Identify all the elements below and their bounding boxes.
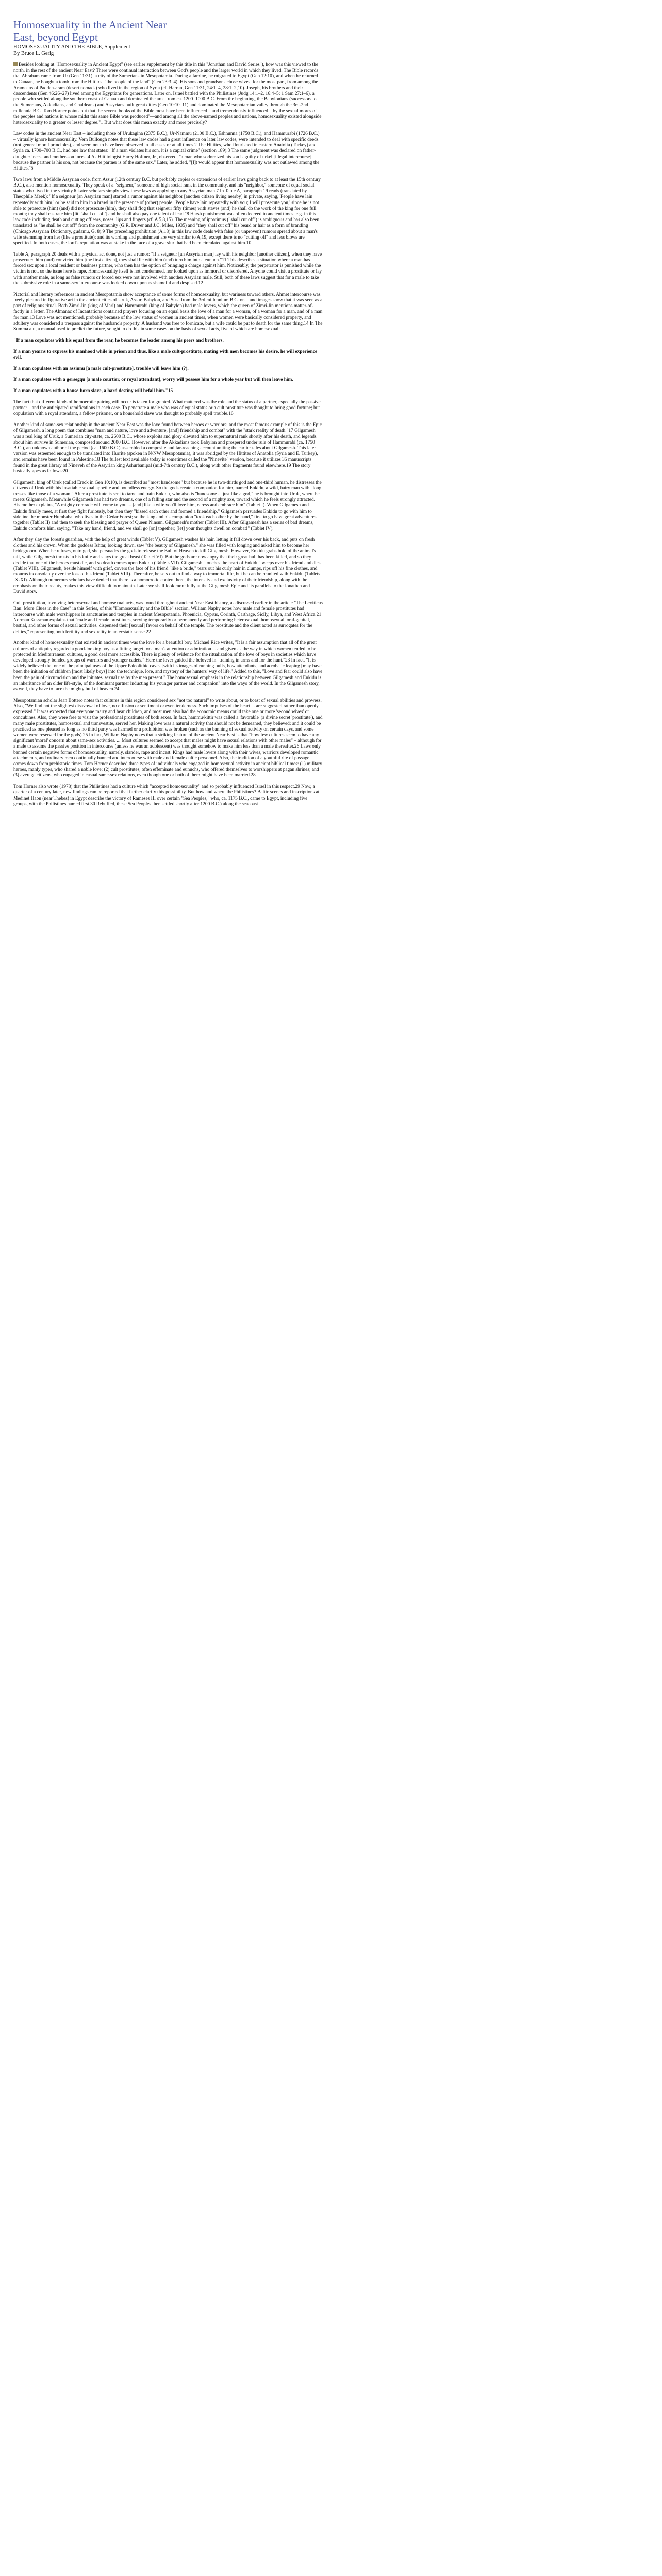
paragraph-cult-prostitution: Cult prostitution, involving heterosexual and homosexual acts, was found throughout ancient Near East history, as discussed earlier in the article "The Leviticus Ban: More Clues in the Case" in this Series, of this "Homosexuality and the Bible" section. William Naphy notes how male and female prostitutes had intercourse with male worshippers in sanctuaries and temples in ancient Mesopotamia, Phoenicia, Cyprus, Corinth, Carthage, Sicily, Libya, and West Africa.21 Norman Kussman explains that "male and female prostitutes, serving temporarily or permanently and performing heterosexual, homosexual, oral-genital, bestial, and other forms of sexual activities, dispensed their [sexual] favors on behalf of the temple. The prostitute and the client acted as surrogates for the deities," representing both fertility and sexuality in an ecstatic sense.22: [13, 600, 323, 635]
paragraph-law-codes: Law codes in the ancient Near East – including those of Urukagina (2375 B.C.), Ur-Nammu (2100 B.C.), Eshnunna (1750 B.C.), and Hammurabi (1726 B.C.) – virtually ignore homosexuality. Vern Bullough notes that these law codes had a great influence on later law codes, were intended to deal with specific deeds (not general moral principles), and seem not to have been observed in all cases or at all times.2 The Hittites, who flourished in eastern Anatolia (Turkey) and Syria ca. 1700–700 B.C., had one law that states: "If a man violates his son, it is a capital crime" (section 189).3 The same judgment was declared on father-daughter incest and mother-son incest.4 As Hittitologist Harry Hoffner, Jr., observed, "a man who sodomized his son is guilty of urkel [illegal intercourse] because the partner is his son, not because the partner is of the same sex." Later, he added, "[I]t would appear that homosexuality was not outlawed among the Hittites."5: [13, 131, 320, 172]
series-subhead: HOMOSEXUALITY AND THE BIBLE, Supplement: [13, 44, 130, 50]
paragraph-gilgamesh-intro: Another kind of same-sex relationship in the ancient Near East was the love found between heroes or warriors; and the most famous example of this is the Epic of Gilgamesh, a long poem that combines "man and nature, love and adventure, [and] friendship and combat" with the "stark reality of death."17 Gilgamesh was a real king of Uruk, a Sumerian city-state, ca. 2600 B.C., whose exploits and glory elevated him to supernatural rank shortly after his death, and legends about him survive in Sumerian, composed around 2000 B.C. However, after the Akkadians took Babylon and prospered under rule of Hammurabi (ca. 1750 B.C.), an unknown author of the period (ca. 1600 B.C.) assembled a composite and far-reaching account uniting the earlier tales about Gilgamesh. This later version was esteemed enough to be translated into Hurrite (spoken in N/NW Mesopotamia), it was abridged by the Hittites of Anatolia (Syria and E. Turkey), and remains have been found in Palestine.18 The fullest text available today is sometimes called the "Ninevite" version, because it utilizes 35 manuscripts found in the great library of Nineveh of the Assyrian king Ashurbanipal (mid-7th century B.C.), along with other fragments found elsewhere.19 The story basically goes as follows:20: [13, 422, 322, 474]
paragraph-intro: Besides looking at "Homosexuality in Ancient Egypt" (see earlier supplement by this title in this "Jonathan and David Series"), how was this viewed to the north, in the rest of the ancient Near East? There were continual interaction between God's people and the larger world in which they lived. The Bible records that Abraham came from Ur (Gen 11:31), a city of the Sumerians in Mesopotamia. During a famine, he migrated to Egypt (Gen 12:10), and when he returned to Canaan, he bought a tomb from the Hittites, "the people of the land" (Gen 23:3–4). His sons and grandsons chose wives, for the most part, from among the Arameans of Paddan-aram (desert nomads) who lived in the region of Syria (cf. Harran, Gen 11:31, 24:1–4, 28:1–2,10). Joseph, his brothers and their descendents (Gen 46:26–27) lived among the Egyptians for generations. Later on, Israel battled with the Philistines (Judg 14:1–2, 16:4–5; 1 Sam 27:1–6), a people who settled along the southern coast of Canaan and dominated the area from ca. 1200–1000 B.C. From the beginning, the Babylonians (successors to the Sumerians, Akkadians, and Chaldeans) and Assyrians built great cities (Gen 10:10–11) and dominated the Mesopotamian valley through the 3rd-2nd millennia B.C. Tom Horner points out that the several books of the Bible most have been influenced—and tremendously influenced—by the sexual mores of the peoples and nations in whose midst this same Bible was produced"—and among all the above-named peoples and nations, homosexuality existed alongside heterosexuality to a greater or lesser degree."1 But what does this mean exactly and more precisely?: [13, 62, 322, 126]
page-title: Homosexuality in the Ancient Near East, beyond Egypt: [13, 19, 167, 43]
omen-quote: "If a man copulates with his equal from the rear, he becomes the leader among his peers and brothers.: [13, 337, 224, 343]
paragraph-assyrian-laws: Two laws from a Middle Assyrian code, from Assur (12th century B.C. but probably copies or extensions of earlier laws going back to at least the 15th century B.C.), also mention homosexuality. They speak of a "seigneur," someone of high social rank in the community, and his "neighbor," someone of equal social status who lived in the vicinity.6 Later scholars simply view these laws as applying to any Assyrian man.7 In Table A, paragraph 19 reads (translated by Theophile Meek): "If a seigneur [an Assyrian man] started a rumor against his neighbor [another citizen living nearby] in private, saying, 'People have lain repeatedly with him,' or he said to him in a brawl in the presence of (other) people, 'People have lain repeatedly with you; I will prosecute you,' since he is not able to prosecute (him) (and) did not prosecute (him), they shall flog that seigneur fifty (times) with staves (and) he shall do the work of the king for one full month; they shall castrate him [lit. 'shall cut off'] and he shall also pay one talent of lead."8 Harsh punishment was often decreed in ancient times, e.g. in this law code including death and cutting off ears, noses, lips and fingers (cf. A 5,8,15). The meaning of ippatimus ("shall cut off") is ambiguous and has also been translated as "he shall be cut off" from the community (G.R. Driver and J.C. Miles, 1935) and "they shall cut off" his beard or hair as a form of branding (Chicago Assyrian Dictionary, gudamu, G, 8).9 The preceding prohibition (A,18) in this law code deals with false (or unproven) rumors spread about a man's wife stemming from her (like a prostitute); and its wording and punishment are very similar to A,19, except there is no "cutting off" and less blows are specified. In both cases, the lord's reputation was at stake in the face of a grave slur that had been circulated against him.10: [13, 177, 321, 246]
paragraph-gilgamesh-story: Gilgamesh, king of Uruk (called Ereck in Gen 10:10), is described as "most handsome" but because he is two-thirds god and one-third human, he distresses the citizens of Uruk with his insatiable sexual appetite and boundless energy. So the gods create a companion for him, named Enkidu, a wild, hairy man with "long tresses like those of a woman." After a prostitute is sent to tame and train Enkidu, who also is "handsome ... just like a god," he is brought into Uruk, where he meets Gilgamesh. Meanwhile Gilgamesh has had two dreams, one of a falling star and the second of a mighty axe, toward which he feels strongly attracted. His mother explains, "A mighty comrade will come to you ... [and] like a wife you'll love him, caress and embrace him" (Tablet I). When Gilgamesh and Enkidu finally meet, at first they fight furiously, but then they "kissed each other and formed a friendship." Gilgamesh persuades Enkidu to go with him to sideline the monster Humbaba, who lives in the Cedar Forest; so the king and his companion "took each other by the hand," first to go have great adventures together (Tablet II) and then to seek the blessing and prayer of Queen Ninsun, Gilgamesh's mother (Tablet III). After Gilgamesh has a series of bad dreams, Enkidu comforts him, saying, "Take my hand, friend, and we shall go [on] together; [let] your thoughts dwell on combat!" (Tablet IV).: [13, 480, 322, 532]
omen-quote: If a man yearns to express his manhood while in prison and thus, like a male cult-prostitute, mating with men becomes his desire, he will experience evil.: [13, 349, 318, 360]
paragraph-beautiful-boy: Another kind of homosexuality that existed in ancient times was the love for a beautiful boy. Michael Rice writes, "It is a fair assumption that all of the great cultures of antiquity regarded a good-looking boy as a fitting target for a man's attention or admiration ... and given as the way in which women tended to be protected in Mediterranean cultures, a good deal more accessible. There is plenty of evidence for the ritualization of the love of boys in societies which have developed strongly bonded groups of warriors and younger cadets." Here the lover guided the beloved in "training in arms and for the hunt."23 In fact, "It is widely believed that one of the principal uses of the Upper Paleolithic caves [with its images of running bulls, bow attendants, and acrobatic leaping] may have been the initiation of children [most likely boys] into the technique, lore, and mystery of the hunters' way of life." Added to this, "Love and fear could also have been the pain of circumcision and the initiates' sexual use by the men present." The homosexual emphasis in the relationship between Gilgamesh and Enkidu is an inheritance of an older life-style, of the dominant partner inducting his younger partner and companion" into the ways of the world. In the Gilgamesh story, as well, they have to face the mighty bull of heaven.24: [13, 640, 323, 692]
omen-quote: If a man copulates with a gersegqu [a male courtier, or royal attendant], worry will possess him for a whole year but will then leave him.: [13, 377, 293, 383]
paragraph-omen-analysis: The fact that different kinds of homoerotic pairing will occur is taken for granted. What mattered was the role and the status of a partner, especially the passive partner – and the anticipated ramifications in each case. To penetrate a male who was of equal status or a cult prostitute was thought to bring good fortune; but copulation with a royal attendant, a fellow prisoner, or a household slave was thought to probably spell trouble.16: [13, 399, 321, 417]
author-byline: By Bruce L. Gerig: [13, 50, 54, 56]
article-body: [13, 62, 323, 807]
omen-quote: If a man copulates with an assinnu [a male cult-prostitute], trouble will leave him (?).: [13, 366, 189, 371]
paragraph-philistines: Tom Horner also wrote (1978) that the Philistines had a culture which "accepted homosexuality" and so probably influenced Israel in this respect.29 Now, a quarter of a century later, new findings can be reported that further clarify this possibility. But how and where the Philistines? Baltic scenes and inscriptions at Medinet Habu (near Thebes) in Egypt describe the victory of Rameses III over certain "Sea Peoples," who, ca. 1175 B.C., came to Egypt, including five groups, with the Philistines named first.30 Rebuffed, these Sea Peoples then settled shortly after 1200 B.C.) along the seacoast: [13, 784, 320, 807]
article: [0, 0, 323, 807]
paragraph-gilgamesh-ishtar: After they slay the forest's guardian, with the help of great winds (Tablet V), Gilgamesh washes his hair, letting it fall down over his back, and puts on fresh clothes and his crown. When the goddess Ishtar, looking down, saw "the beauty of Gilgamesh," she was filled with longing and asked him to become her bridegroom. When he refuses, outraged, she persuades the gods to release the Bull of Heaven to kill Gilgamesh. However, Enkidu grabs hold of the animal's tail, while Gilgamesh thrusts in his knife and slays the great beast (Tablet VI). But the gods are now angry that their great bull has been killed, and so they decide that one of the heroes must die, and so death comes upon Enkidu (Tablets VII). Gilgamesh "touches the heart of Enkidu" weeps over his friend and dies (Tablet VIII). Gilgamesh, beside himself with grief, covers the face of his friend "like a bride," tears out his curly hair in clumps, rips off his fine clothes, and mourns inconsolably over the loss of his friend (Tablet VIII). Thereafter, he sets out to find a way to immortal life, but he can be reunited with Enkidu (Tablets IX-XI). Although numerous scholars have denied that there is a homoerotic content here, the intensity and exclusivity of their friendship, along with the emphasis on their beauty, makes this view difficult to maintain. Later we shall look more fully at the Gilgamesh Epic and its parallels to the Jonathan and David story.: [13, 537, 321, 595]
drop-cap-ornament: [13, 62, 18, 66]
omen-quote: If a man copulates with a house-born slave, a hard destiny will befall him."15: [13, 388, 173, 394]
paragraph-table-a-20: Table A, paragraph 20 deals with a physical act done, not just a rumor: "If a seigneur [an Assyrian man] lay with his neighbor [another citizen], when they have prosecuted him (and) convicted him [the first citizen], they shall lie with him (and) turn him into a eunuch."11 This describes a situation where a man has forced sex upon a local resident or business partner, who then has the option of bringing a charge against him. Noticeably, the perpetrator is punished while the victim is not, so the issue here is rape. Homosexuality itself is not condemned, nor looked upon as immoral or disordered. Anyone could visit a prostitute or lay with another male, as long as false rumors or forced sex were not involved with another Assyrian male. Still, both of these laws suggest that for a male to take the submissive role in a same-sex intercourse was looked down upon as shameful and despised.12: [13, 251, 322, 286]
paragraph-bottero: Mesopotamian scholar Jean Bottero notes that cultures in this region considered sex "not too natural" to write about, or to boast of sexual abilities and prowess. Also, "We find not the slightest disavowal of love, no effusion or sentiment or even tenderness. Such impulses of the heart ... are suggested rather than openly expressed." It was expected that everyone marry and bear children, and most men also had the economic means could take one or more 'second wives' or concubines. Also, they were free to visit the professional prostitutes of both sexes. In fact, hammu/kittir was called a 'favorable' (a divine secret 'prostitute'), and many male prostitutes, homosexual and transvestite, served her. Making love was a natural activity that should not be demeaned, they believed; and it could be practiced as one pleased as long as no third party was harmed or a prohibition was broken (such as the banning of sexual activity on certain days, and some women were reserved for the gods).25 In fact, William Naphy notes that a striking feature of the ancient Near East is that "how few cultures seem to have any significant 'moral' concern about same-sex activities. ... Most cultures seemed to accept that males might have sexual relations with other males" – although for a male to assume the passive position in intercourse (unless he was an adolescent) was thought somehow to make him less than a male thereafter.26 Laws only banned certain negative forms of homosexuality, namely, slander, rape and incest. Kings had male lovers along with their wives, warriors developed romantic attachments, and ordinary men continually banned and intercourse with male and female cultic personnel. Also, the tradition of a youthful rite of passage comes down from prehistoric times. Tom Horner described three types of individuals who engaged in homosexual activity in ancient biblical times: (1) military heroes, manly types, who shared a noble love; (2) cult prostitutes, often effeminate and eunuchs, who offered themselves to worshippers at pagan shrines; and (3) average citizens, who engaged in casual same-sex relations, even though one or both of them might have been married.28: [13, 698, 323, 778]
paragraph-pictorial-references: Pictorial and literary references in ancient Mesopotamia show acceptance of some forms of homosexuality, but wariness toward others. Ahmet intercourse was freely pictured in figurative art in the ancient cities of Uruk, Assur, Babylon, and Susa from the 3rd millennium B.C. on – and images show that it was seen as a part of religious ritual. Both Zimri-lin (king of Mari) and Hammurabi (king of Babylon) had male lovers, which the queen of Zimri-lin mentions matter-of-factly in a letter. The Almanac of Incantations contained prayers focusing on an equal basis the love of a man for a woman, of a woman for a man, and of a man for man.13 Love was not mentioned, probably because of the low status of women in ancient times, when women were basically considered property, and adultery was considered a trespass against the husband's property. A husband was free to fornicate, but a wife could be put to death for the same thing.14 In The Summa alu, a manual used to predict the future, sought to do this in some cases on the basis of sexual acts, five of which are homosexual:: [13, 292, 323, 332]
